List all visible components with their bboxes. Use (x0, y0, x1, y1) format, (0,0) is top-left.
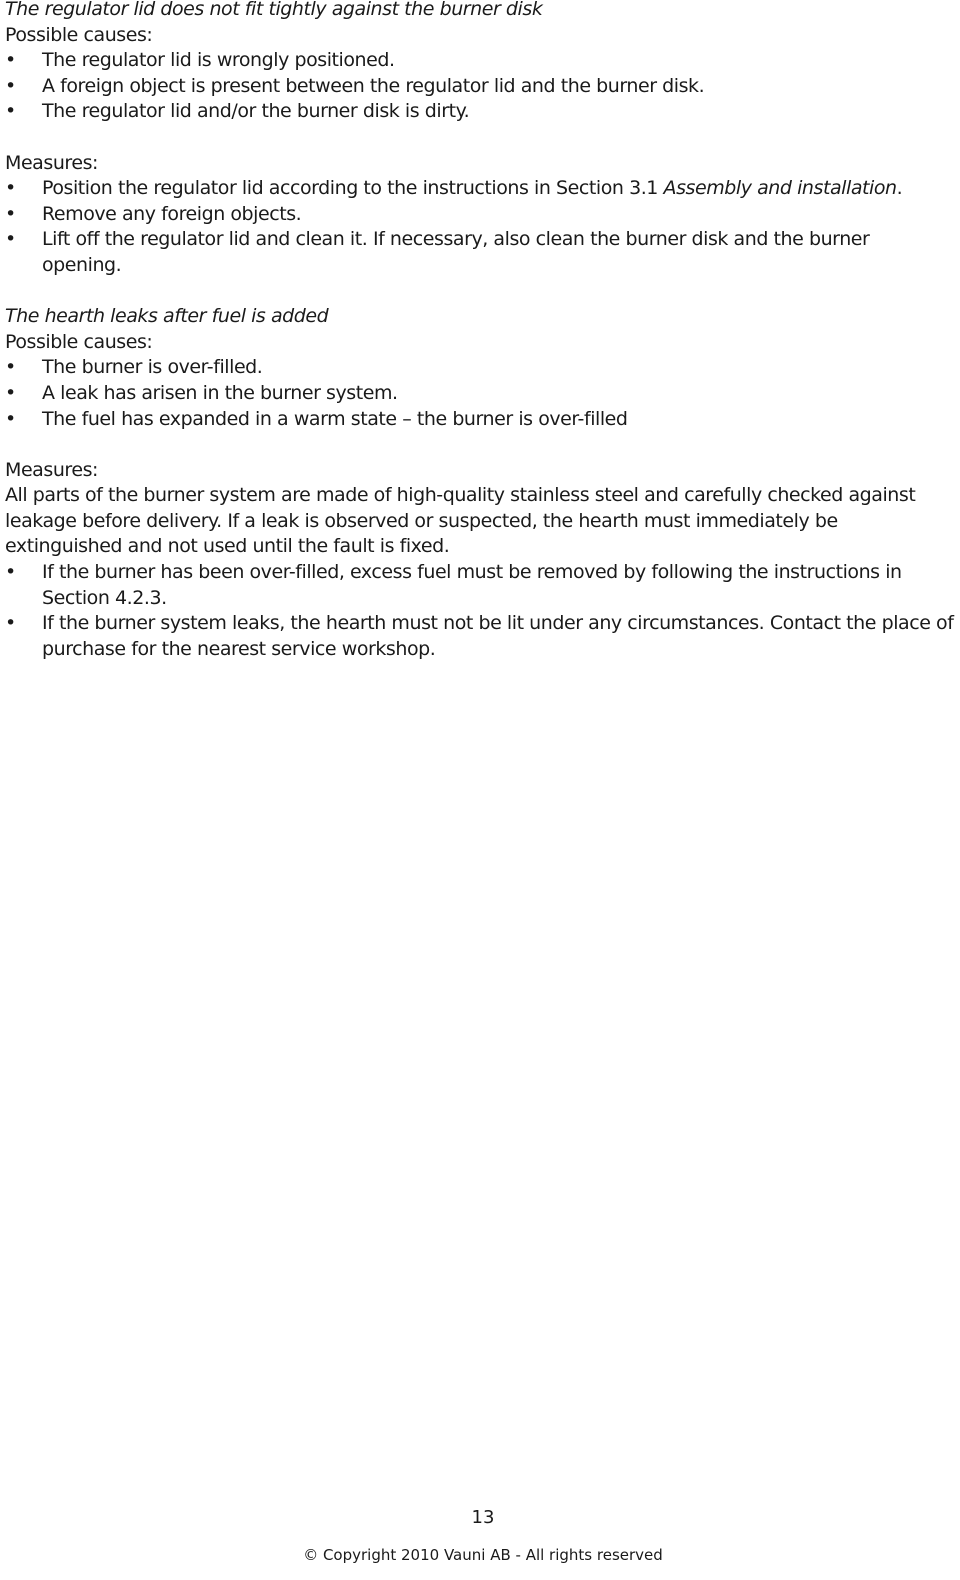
measures-label: Measures: (5, 151, 99, 174)
bullet-icon: • (5, 202, 16, 225)
measures-paragraph: All parts of the burner system are made of high-quality stainless steel and carefully checked against leakage before delivery. If a leak is observed or suspected, the hearth must immediately be extinguished and not used until the fault is fixed. (5, 484, 916, 558)
list-item (5, 381, 955, 407)
bullet-icon: • (5, 74, 16, 97)
causes-label: Possible causes: (5, 330, 153, 353)
list-item (5, 202, 955, 228)
bullet-icon: • (5, 356, 16, 379)
list-item (5, 74, 955, 100)
section-heading: The hearth leaks after fuel is added (5, 305, 329, 328)
list-item (5, 407, 955, 433)
list-item-text: The fuel has expanded in a warm state – the burner is over-filled (42, 407, 628, 430)
bullet-icon: • (5, 612, 16, 635)
spacer (5, 125, 955, 151)
list-item (5, 99, 955, 125)
causes-label: Possible causes: (5, 23, 153, 46)
list-item (5, 560, 955, 611)
bullet-icon: • (5, 407, 16, 430)
list-item-text: A foreign object is present between the regulator lid and the burner disk. (42, 74, 705, 97)
spacer (5, 279, 955, 305)
list-item (5, 611, 955, 662)
list-item (5, 355, 955, 381)
bullet-icon: • (5, 49, 16, 72)
list-item-text: Lift off the regulator lid and clean it. If necessary, also clean the burner disk and the burner opening. (42, 228, 870, 276)
list-item (5, 227, 955, 278)
bullet-icon: • (5, 561, 16, 584)
document-body (5, 0, 955, 662)
measure-text: Position the regulator lid according to the instructions in Section 3.1 (42, 177, 664, 200)
list-item-text: The regulator lid and/or the burner disk is dirty. (42, 100, 470, 123)
list-item-text: Remove any foreign objects. (42, 202, 302, 225)
bullet-icon: • (5, 381, 16, 404)
bullet-icon: • (5, 228, 16, 251)
section-heading: The regulator lid does not fit tightly against the burner disk (5, 0, 543, 20)
list-item (5, 48, 955, 74)
list-item-text: If the burner system leaks, the hearth must not be lit under any circumstances. Contact the place of purchase for the nearest service workshop. (42, 612, 954, 660)
list-item-text: The regulator lid is wrongly positioned. (42, 49, 395, 72)
section-reference: Assembly and installation (663, 177, 897, 200)
measures-label: Measures: (5, 458, 99, 481)
list-item-text: If the burner has been over-filled, excess fuel must be removed by following the instructions in Section 4.2.3. (42, 561, 902, 609)
list-item-text: The burner is over-filled. (42, 356, 263, 379)
list-item (5, 176, 955, 202)
list-item-text: A leak has arisen in the burner system. (42, 381, 398, 404)
page-number: 13 (471, 1507, 495, 1528)
measure-text-end: . (896, 177, 903, 200)
spacer (5, 432, 955, 458)
bullet-icon: • (5, 177, 16, 200)
copyright-notice: © Copyright 2010 Vauni AB - All rights reserved (303, 1546, 663, 1564)
list-item-text (42, 176, 955, 202)
bullet-icon: • (5, 100, 16, 123)
